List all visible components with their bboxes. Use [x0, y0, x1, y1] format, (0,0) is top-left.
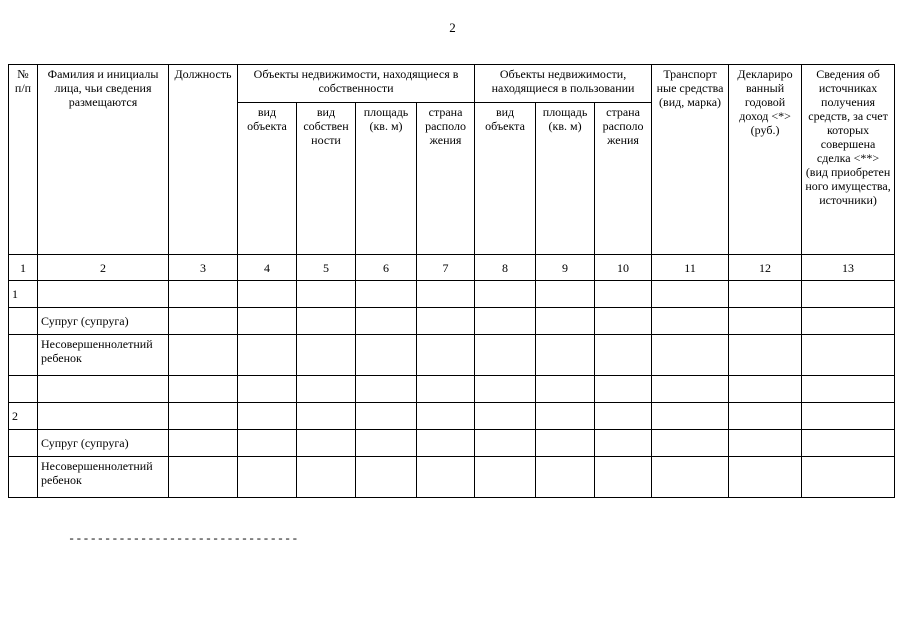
header-sources: Сведения об источниках получения средств, за счет которых совершена сделка <**> (вид приобретен ного имущества, источники): [802, 65, 895, 255]
page-number: 2: [449, 20, 456, 35]
row-name: Несовершеннолетний ребенок: [38, 457, 169, 498]
header-used-country: страна располо жения: [595, 103, 652, 255]
header-owned-ownership-type: вид собствен ности: [297, 103, 356, 255]
column-number: 8: [475, 255, 536, 281]
table-row: [9, 335, 895, 376]
row-num: 1: [9, 281, 38, 308]
column-number: 11: [652, 255, 729, 281]
table-row: [9, 457, 895, 498]
header-used-area: площадь (кв. м): [536, 103, 595, 255]
row-num: [9, 457, 38, 498]
row-name: [38, 403, 169, 430]
table-row: [9, 403, 895, 430]
header-name: Фамилия и инициалы лица, чьи сведения размещаются: [38, 65, 169, 255]
header-transport: Транспорт ные средства (вид, марка): [652, 65, 729, 255]
row-num: [9, 308, 38, 335]
table-row: [9, 281, 895, 308]
row-num: [9, 335, 38, 376]
table-row: [9, 376, 895, 403]
column-number-row: [9, 255, 895, 281]
declaration-table: [8, 64, 895, 498]
column-number: 10: [595, 255, 652, 281]
header-owned-object-type: вид объекта: [238, 103, 297, 255]
row-name: [38, 281, 169, 308]
header-used-object-type: вид объекта: [475, 103, 536, 255]
header-row-1: [9, 65, 895, 103]
row-name: Несовершеннолетний ребенок: [38, 335, 169, 376]
row-name: [38, 376, 169, 403]
table-row: [9, 430, 895, 457]
row-name: Супруг (супруга): [38, 308, 169, 335]
row-num: 2: [9, 403, 38, 430]
column-number: 1: [9, 255, 38, 281]
column-number: 13: [802, 255, 895, 281]
header-owned-country: страна располо жения: [417, 103, 475, 255]
header-position: Должность: [169, 65, 238, 255]
column-number: 3: [169, 255, 238, 281]
column-number: 12: [729, 255, 802, 281]
column-number: 6: [356, 255, 417, 281]
header-used-realty: Объекты недвижимости, находящиеся в пользовании: [475, 65, 652, 103]
column-number: 7: [417, 255, 475, 281]
header-owned-area: площадь (кв. м): [356, 103, 417, 255]
column-number: 4: [238, 255, 297, 281]
header-owned-realty: Объекты недвижимости, находящиеся в собственности: [238, 65, 475, 103]
header-income: Деклариро ванный годовой доход <*> (руб.): [729, 65, 802, 255]
header-num: № п/п: [9, 65, 38, 255]
row-name: Супруг (супруга): [38, 430, 169, 457]
column-number: 9: [536, 255, 595, 281]
footnote-separator: --------------------------------: [68, 532, 299, 546]
row-num: [9, 430, 38, 457]
row-num: [9, 376, 38, 403]
column-number: 5: [297, 255, 356, 281]
table-row: [9, 308, 895, 335]
column-number: 2: [38, 255, 169, 281]
